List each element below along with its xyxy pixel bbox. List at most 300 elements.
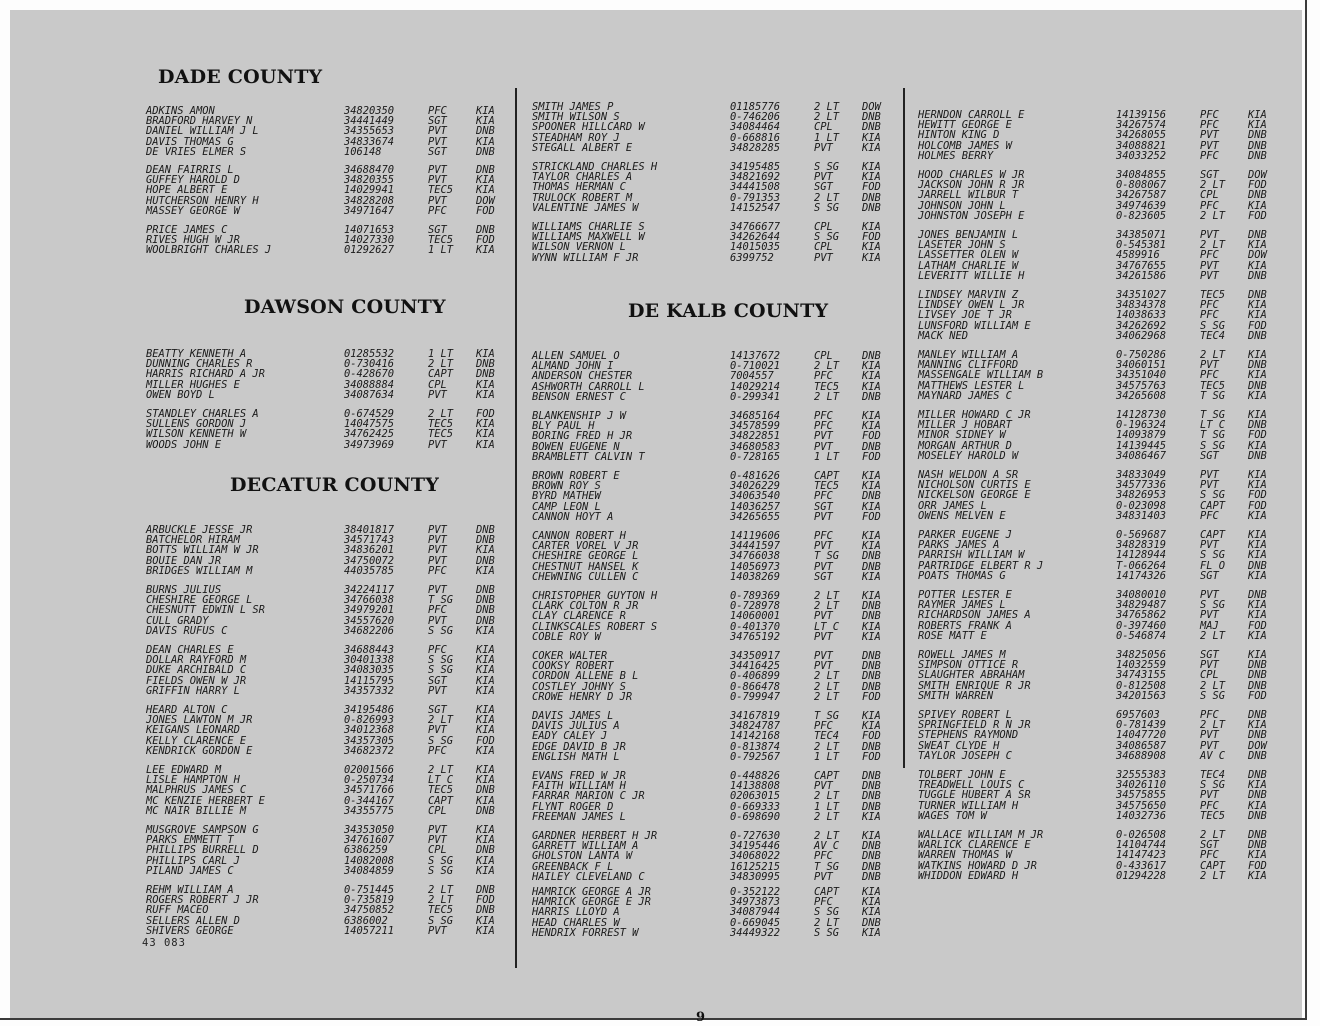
rank: SGT (428, 224, 447, 236)
serial-number: 14057211 (344, 924, 395, 937)
soldier-name: POATS THOMAS G (918, 569, 1006, 582)
status: DNB (1248, 669, 1267, 682)
soldier-name: CHESTNUT HANSEL K (532, 560, 639, 573)
rank: PFC (814, 370, 833, 383)
rank: AV C (1200, 749, 1226, 762)
status: KIA (476, 724, 495, 737)
status: KIA (1248, 109, 1267, 121)
status: KIA (476, 714, 495, 727)
serial-number: 34087634 (344, 388, 395, 401)
serial-number: 34971647 (344, 204, 395, 217)
status: DNB (862, 870, 881, 883)
status: DNB (476, 604, 495, 617)
serial-number: 0-735819 (344, 894, 395, 907)
rank: PVT (428, 534, 447, 547)
soldier-name: GHOLSTON LANTA W (532, 850, 633, 863)
serial-number: 0-813874 (730, 740, 781, 753)
soldier-name: SIMPSON OTTICE R (918, 659, 1019, 672)
status: DNB (476, 784, 495, 797)
status: KIA (1248, 439, 1267, 452)
status: DNB (1248, 559, 1267, 572)
status: DNB (862, 111, 881, 124)
serial-number: 4589916 (1116, 249, 1160, 262)
rank: PFC (428, 105, 447, 117)
status: DNB (1248, 289, 1267, 301)
rank: PFC (1200, 709, 1219, 721)
serial-number: 0-751445 (344, 884, 395, 896)
status: DNB (862, 201, 881, 214)
rank: MAJ (1200, 619, 1219, 632)
serial-number: 34195486 (344, 704, 395, 716)
rank: PVT (428, 135, 447, 148)
soldier-name: BYRD MATHEW (532, 490, 601, 503)
status: FOD (1248, 209, 1267, 222)
serial-number: 34750852 (344, 904, 395, 917)
rank: PFC (428, 644, 447, 656)
serial-number: 34351040 (1116, 369, 1167, 382)
serial-number: 0-710021 (730, 360, 781, 373)
status: DNB (476, 904, 495, 917)
rank: TEC4 (814, 730, 840, 743)
status: KIA (476, 914, 495, 927)
serial-number: 34682206 (344, 624, 395, 637)
serial-number: 34060151 (1116, 359, 1167, 372)
rank: 2 LT (814, 916, 840, 929)
serial-number: 34682372 (344, 744, 395, 757)
soldier-name: DAVIS JULIUS A (532, 720, 620, 733)
rank: 2 LT (428, 714, 454, 727)
rank: PVT (428, 554, 447, 567)
status: KIA (476, 864, 495, 877)
page-number: 9 (696, 1010, 706, 1025)
soldier-name: PARTRIDGE ELBERT R J (918, 559, 1044, 572)
status: FOD (862, 181, 881, 194)
rank: 2 LT (814, 390, 840, 403)
status: DNB (1248, 839, 1267, 852)
serial-number: 0-728165 (730, 450, 781, 463)
serial-number: 34351027 (1116, 289, 1167, 301)
rank: PVT (428, 824, 447, 836)
serial-number: 34973969 (344, 438, 395, 451)
soldier-name: HEARD ALTON C (146, 704, 228, 716)
rank: CPL (814, 241, 833, 254)
soldier-name: FREEMAN JAMES L (532, 810, 626, 823)
status: FOD (862, 430, 881, 443)
rank: PVT (814, 780, 833, 793)
soldier-name: GRIFFIN HARRY L (146, 684, 240, 697)
soldier-name: STRICKLAND CHARLES H (532, 161, 658, 173)
status: KIA (1248, 509, 1267, 522)
status: KIA (862, 590, 881, 602)
status: DNB (1248, 379, 1267, 392)
county-heading: DAWSON COUNTY (244, 296, 446, 318)
rank: CPL (428, 844, 447, 857)
status: KIA (862, 886, 881, 898)
serial-number: 34026229 (730, 480, 781, 493)
serial-number: 14115795 (344, 674, 395, 687)
status: DNB (862, 860, 881, 873)
status: KIA (862, 480, 881, 493)
serial-number: 34820350 (344, 105, 395, 117)
status: KIA (862, 530, 881, 542)
rank: 2 LT (428, 884, 454, 896)
status: KIA (476, 644, 495, 656)
soldier-name: BROWN ROY S (532, 480, 601, 493)
status: KIA (862, 720, 881, 733)
status: FOD (476, 734, 495, 747)
status: KIA (1248, 369, 1267, 382)
serial-number: 34267574 (1116, 119, 1167, 132)
serial-number: 34575855 (1116, 789, 1167, 802)
status: KIA (1248, 599, 1267, 612)
serial-number: 34026110 (1116, 779, 1167, 792)
status: KIA (862, 926, 881, 939)
serial-number: 34834378 (1116, 299, 1167, 312)
soldier-name: ANDERSON CHESTER (532, 370, 633, 383)
serial-number: 34766038 (730, 550, 781, 563)
rank: TEC5 (428, 904, 454, 917)
status: KIA (476, 854, 495, 867)
rank: 2 LT (1200, 869, 1226, 882)
rank: T SG (1200, 409, 1226, 421)
serial-number: 34350917 (730, 650, 781, 662)
soldier-name: SHIVERS GEORGE (146, 924, 234, 937)
serial-number: 0-808067 (1116, 179, 1167, 192)
serial-number: 34825056 (1116, 649, 1167, 661)
status: DNB (1248, 729, 1267, 742)
soldier-name: COOKSY ROBERT (532, 660, 614, 673)
status: KIA (862, 810, 881, 823)
county-heading: DE KALB COUNTY (628, 300, 829, 322)
rank: 2 LT (814, 810, 840, 823)
soldier-name: MC NAIR BILLIE M (146, 804, 247, 817)
soldier-name: RUFF MACEO (146, 904, 209, 917)
soldier-name: SMITH WARREN (918, 689, 994, 702)
rank: 2 LT (1200, 239, 1226, 252)
serial-number: 0-746206 (730, 111, 781, 124)
status: KIA (1248, 569, 1267, 582)
serial-number: 6386002 (344, 914, 388, 927)
serial-number: 34084464 (730, 121, 781, 134)
status: KIA (862, 370, 881, 383)
status: DNB (862, 121, 881, 134)
status: KIA (476, 115, 495, 128)
soldier-name: CHESHIRE GEORGE L (146, 594, 253, 607)
rank: 2 LT (1200, 209, 1226, 222)
soldier-name: DOLLAR RAYFORD M (146, 654, 247, 667)
status: KIA (476, 684, 495, 697)
serial-number: 14047575 (344, 418, 395, 431)
rank: SGT (1200, 569, 1219, 582)
soldier-name: SMITH WILSON S (532, 111, 620, 124)
serial-number: 34012368 (344, 724, 395, 737)
soldier-name: PHILLIPS CARL J (146, 854, 240, 867)
rank: PFC (1200, 369, 1219, 382)
serial-number: 14029214 (730, 380, 781, 393)
soldier-name: BROWN ROBERT E (532, 470, 620, 482)
rank: PFC (814, 896, 833, 909)
status: DNB (862, 350, 881, 362)
rank: S SG (428, 624, 454, 637)
serial-number: 34680583 (730, 440, 781, 453)
soldier-name: CHEWNING CULLEN C (532, 570, 639, 583)
status: DNB (476, 224, 495, 236)
status: KIA (862, 710, 881, 722)
status: KIA (862, 161, 881, 173)
soldier-name: BRAMBLETT CALVIN T (532, 450, 645, 463)
rank: PFC (1200, 199, 1219, 212)
serial-number: 14032559 (1116, 659, 1167, 672)
status: DNB (476, 584, 495, 596)
rank: LT C (814, 620, 840, 633)
soldier-name: TREADWELL LOUIS C (918, 779, 1025, 792)
serial-number: 0-781439 (1116, 719, 1167, 732)
rank: PFC (1200, 849, 1219, 862)
soldier-name: CROWE HENRY D JR (532, 690, 633, 703)
rank: 2 LT (428, 408, 454, 420)
serial-number: 14060001 (730, 610, 781, 623)
rank: PVT (1200, 359, 1219, 372)
county-heading: DADE COUNTY (158, 66, 323, 88)
soldier-name: MASSEY GEORGE W (146, 204, 240, 217)
rank: 1 LT (814, 800, 840, 813)
soldier-name: SMITH JAMES P (532, 101, 614, 113)
rank: 2 LT (1200, 829, 1226, 841)
serial-number: 34974639 (1116, 199, 1167, 212)
soldier-name: CULL GRADY (146, 614, 209, 627)
rank: PFC (428, 564, 447, 577)
soldier-name: HEAD CHARLES W (532, 916, 620, 929)
rank: SGT (1200, 449, 1219, 462)
soldier-name: CHRISTOPHER GUYTON H (532, 590, 658, 602)
rank: S SG (814, 161, 840, 173)
rank: PVT (428, 524, 447, 536)
status: DOW (1248, 169, 1267, 181)
serial-number: 0-669045 (730, 916, 781, 929)
serial-number: 34385071 (1116, 229, 1167, 241)
status: KIA (476, 174, 495, 187)
serial-number: 34828285 (730, 141, 781, 154)
serial-number: 34068022 (730, 850, 781, 863)
status: KIA (1248, 779, 1267, 792)
footer-code: 43 083 (142, 937, 186, 949)
soldier-name: HOPE ALBERT E (146, 184, 228, 197)
serial-number: 0-250734 (344, 774, 395, 787)
soldier-name: LIVSEY JOE T JR (918, 309, 1012, 322)
rank: CAPT (1200, 529, 1226, 541)
soldier-name: ALLEN SAMUEL O (532, 350, 620, 362)
column-divider-2 (903, 88, 905, 768)
status: KIA (476, 704, 495, 716)
rank: S SG (1200, 549, 1226, 562)
rank: 2 LT (814, 670, 840, 683)
status: KIA (862, 360, 881, 373)
serial-number: 14032736 (1116, 809, 1167, 822)
serial-number: 0-730416 (344, 358, 395, 371)
status: DNB (1248, 129, 1267, 142)
rank: PVT (428, 194, 447, 207)
serial-number: 7004557 (730, 370, 774, 383)
status: DNB (476, 804, 495, 817)
serial-number: 34088821 (1116, 139, 1167, 152)
soldier-name: RIVES HUGH W JR (146, 234, 240, 247)
status: KIA (1248, 539, 1267, 552)
soldier-name: WILSON VERNON L (532, 241, 626, 254)
serial-number: 34822851 (730, 430, 781, 443)
rank: 2 LT (814, 600, 840, 613)
serial-number: 34262692 (1116, 319, 1167, 332)
rank: TEC4 (1200, 769, 1226, 781)
rank: PFC (1200, 509, 1219, 522)
status: DOW (1248, 249, 1267, 262)
serial-number: 34688470 (344, 164, 395, 176)
status: KIA (1248, 719, 1267, 732)
status: KIA (476, 764, 495, 776)
soldier-name: EADY CALEY J (532, 730, 608, 743)
serial-number: 0-727630 (730, 830, 781, 842)
status: FOD (476, 894, 495, 907)
serial-number: 34578599 (730, 420, 781, 433)
rank: PVT (1200, 739, 1219, 752)
soldier-name: WYNN WILLIAM F JR (532, 251, 639, 264)
serial-number: 34575763 (1116, 379, 1167, 392)
serial-number: 0-866478 (730, 680, 781, 693)
soldier-name: MALPHRUS JAMES C (146, 784, 247, 797)
rank: CAPT (1200, 859, 1226, 872)
soldier-name: SELLERS ALLEN D (146, 914, 240, 927)
soldier-name: NICHOLSON CURTIS E (918, 479, 1031, 492)
soldier-name: HOLMES BERRY (918, 149, 994, 162)
soldier-name: BURNS JULIUS (146, 584, 222, 596)
serial-number: 34828319 (1116, 539, 1167, 552)
soldier-name: MANLEY WILLIAM A (918, 349, 1019, 361)
soldier-name: HERNDON CARROLL E (918, 109, 1025, 121)
rank: S SG (1200, 779, 1226, 792)
rank: CPL (814, 350, 833, 362)
rank: 2 LT (814, 830, 840, 842)
rank: 2 LT (814, 191, 840, 204)
status: DNB (1248, 709, 1267, 721)
status: DNB (862, 770, 881, 782)
status: KIA (476, 794, 495, 807)
rank: S SG (1200, 489, 1226, 502)
status: KIA (862, 470, 881, 482)
soldier-name: EDGE DAVID B JR (532, 740, 626, 753)
rank: 2 LT (1200, 179, 1226, 192)
rank: 2 LT (428, 894, 454, 907)
rank: SGT (428, 704, 447, 716)
rank: SGT (428, 115, 447, 128)
serial-number: 14174326 (1116, 569, 1167, 582)
rank: T SG (1200, 429, 1226, 442)
status: DNB (1248, 269, 1267, 282)
status: DNB (862, 191, 881, 204)
serial-number: 14036257 (730, 500, 781, 513)
soldier-name: TURNER WILLIAM H (918, 799, 1019, 812)
serial-number: 14038269 (730, 570, 781, 583)
soldier-name: MANNING CLIFFORD (918, 359, 1019, 372)
rank: 2 LT (814, 590, 840, 602)
serial-number: 0-792567 (730, 750, 781, 763)
rank: CPL (814, 121, 833, 134)
status: DNB (1248, 809, 1267, 822)
status: DNB (476, 164, 495, 176)
rank: 2 LT (814, 790, 840, 803)
soldier-name: BENSON ERNEST C (532, 390, 626, 403)
soldier-name: MOSELEY HAROLD W (918, 449, 1019, 462)
rank: PFC (814, 720, 833, 733)
column-divider-1 (515, 88, 517, 968)
rank: PVT (814, 560, 833, 573)
rank: PVT (814, 660, 833, 673)
soldier-name: KEIGANS LEONARD (146, 724, 240, 737)
soldier-name: TAYLOR JOSEPH C (918, 749, 1012, 762)
soldier-name: WILSON KENNETH W (146, 428, 247, 441)
serial-number: 34265655 (730, 510, 781, 523)
rank: 2 LT (1200, 349, 1226, 361)
rank: PFC (814, 420, 833, 433)
soldier-name: LEE EDWARD M (146, 764, 222, 776)
serial-number: 14038633 (1116, 309, 1167, 322)
soldier-name: LEVERITT WILLIE H (918, 269, 1025, 282)
status: KIA (1248, 409, 1267, 421)
soldier-name: MILLER J HOBART (918, 419, 1012, 432)
soldier-name: DAVIS JAMES L (532, 710, 614, 722)
serial-number: 44035785 (344, 564, 395, 577)
rank: 2 LT (814, 680, 840, 693)
rank: SGT (814, 500, 833, 513)
status: DNB (476, 125, 495, 138)
soldier-name: JOHNSON JOHN L (918, 199, 1006, 212)
serial-number: 0-823605 (1116, 209, 1167, 222)
rank: AV C (814, 840, 840, 853)
rank: PVT (428, 438, 447, 451)
soldier-name: MC KENZIE HERBERT E (146, 794, 265, 807)
rank: 1 LT (814, 450, 840, 463)
rank: PVT (1200, 539, 1219, 552)
serial-number: 34357332 (344, 684, 395, 697)
status: DNB (862, 790, 881, 803)
soldier-name: WALLACE WILLIAM M JR (918, 829, 1044, 841)
status: FOD (1248, 429, 1267, 442)
soldier-name: OWENS MELVEN E (918, 509, 1006, 522)
soldier-name: CLINKSCALES ROBERT S (532, 620, 658, 633)
status: KIA (476, 774, 495, 787)
status: KIA (476, 544, 495, 557)
serial-number: 0-344167 (344, 794, 395, 807)
serial-number: 34831403 (1116, 509, 1167, 522)
soldier-name: LASSETTER OLEN W (918, 249, 1019, 262)
rank: S SG (1200, 689, 1226, 702)
soldier-name: STEGALL ALBERT E (532, 141, 633, 154)
soldier-name: JONES LAWTON M JR (146, 714, 253, 727)
serial-number: 14082008 (344, 854, 395, 867)
rank: PVT (428, 614, 447, 627)
soldier-name: MILLER HOWARD C JR (918, 409, 1031, 421)
serial-number: 14128730 (1116, 409, 1167, 421)
soldier-name: MORGAN ARTHUR D (918, 439, 1012, 452)
rank: CPL (1200, 189, 1219, 202)
serial-number: 0-728978 (730, 600, 781, 613)
soldier-name: BORING FRED H JR (532, 430, 633, 443)
serial-number: 34063540 (730, 490, 781, 503)
serial-number: 34979201 (344, 604, 395, 617)
rank: PVT (814, 610, 833, 623)
soldier-name: ADKINS AMON (146, 105, 215, 117)
rank: PVT (428, 125, 447, 138)
status: KIA (862, 251, 881, 264)
soldier-name: CAMP LEON L (532, 500, 601, 513)
